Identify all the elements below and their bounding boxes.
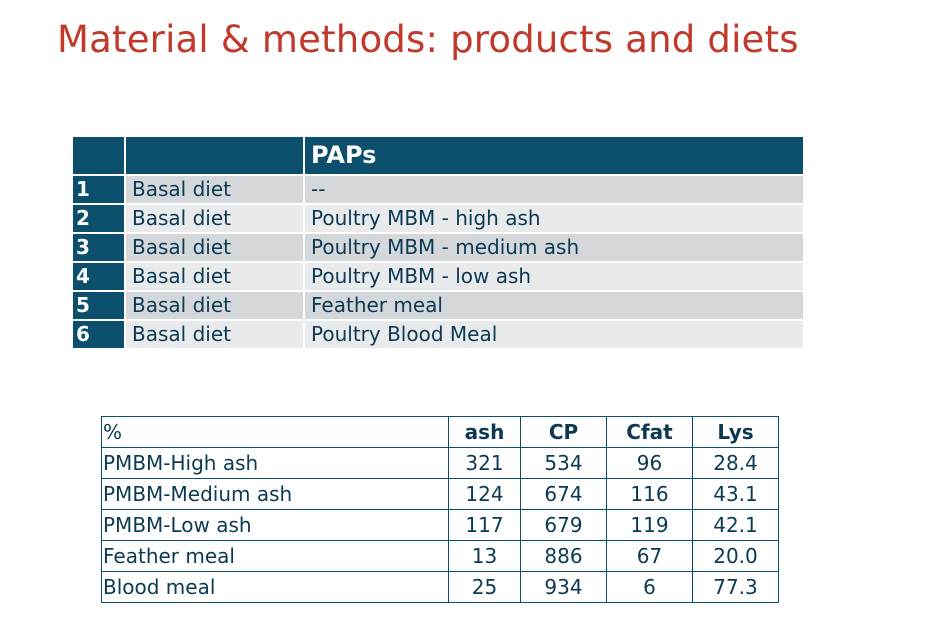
page-title: Material & methods: products and diets	[57, 18, 799, 61]
table-row	[102, 510, 779, 541]
cp-value: 886	[521, 541, 607, 572]
pap-cell: Feather meal	[304, 291, 804, 320]
table-row	[72, 175, 804, 204]
header-cell-number	[72, 136, 125, 175]
cp-value: 674	[521, 479, 607, 510]
pap-cell: Poultry Blood Meal	[304, 320, 804, 349]
pap-cell: Poultry MBM - medium ash	[304, 233, 804, 262]
row-number: 3	[72, 233, 125, 262]
row-number: 1	[72, 175, 125, 204]
cp-value: 934	[521, 572, 607, 603]
product-name: Blood meal	[102, 572, 449, 603]
row-number: 4	[72, 262, 125, 291]
header-cell-ash: ash	[449, 417, 521, 448]
lys-value: 42.1	[693, 510, 779, 541]
diet-cell: Basal diet	[125, 233, 304, 262]
table-row	[102, 448, 779, 479]
table-row	[72, 320, 804, 349]
lys-value: 28.4	[693, 448, 779, 479]
product-name: PMBM-Low ash	[102, 510, 449, 541]
diet-cell: Basal diet	[125, 175, 304, 204]
ash-value: 321	[449, 448, 521, 479]
diet-cell: Basal diet	[125, 291, 304, 320]
cfat-value: 67	[607, 541, 693, 572]
cfat-value: 119	[607, 510, 693, 541]
product-name: PMBM-High ash	[102, 448, 449, 479]
table-row	[72, 262, 804, 291]
header-cell-percent: %	[102, 417, 449, 448]
table-header-row	[72, 136, 804, 175]
pap-cell: Poultry MBM - high ash	[304, 204, 804, 233]
cfat-value: 6	[607, 572, 693, 603]
lys-value: 43.1	[693, 479, 779, 510]
header-cell-diet	[125, 136, 304, 175]
cfat-value: 116	[607, 479, 693, 510]
lys-value: 20.0	[693, 541, 779, 572]
row-number: 5	[72, 291, 125, 320]
cfat-value: 96	[607, 448, 693, 479]
table-row	[72, 291, 804, 320]
diet-cell: Basal diet	[125, 204, 304, 233]
table-row	[102, 541, 779, 572]
pap-cell: Poultry MBM - low ash	[304, 262, 804, 291]
table-row	[72, 233, 804, 262]
row-number: 2	[72, 204, 125, 233]
lys-value: 77.3	[693, 572, 779, 603]
row-number: 6	[72, 320, 125, 349]
cp-value: 679	[521, 510, 607, 541]
cp-value: 534	[521, 448, 607, 479]
diet-cell: Basal diet	[125, 320, 304, 349]
diet-cell: Basal diet	[125, 262, 304, 291]
pap-cell: --	[304, 175, 804, 204]
ash-value: 13	[449, 541, 521, 572]
table-row	[102, 479, 779, 510]
table-row	[102, 572, 779, 603]
header-cell-lys: Lys	[693, 417, 779, 448]
composition-table	[101, 416, 779, 603]
product-name: PMBM-Medium ash	[102, 479, 449, 510]
ash-value: 117	[449, 510, 521, 541]
ash-value: 25	[449, 572, 521, 603]
product-name: Feather meal	[102, 541, 449, 572]
table-row	[72, 204, 804, 233]
diet-table	[71, 135, 805, 350]
header-cell-cfat: Cfat	[607, 417, 693, 448]
ash-value: 124	[449, 479, 521, 510]
header-cell-paps: PAPs	[304, 136, 804, 175]
table-header-row	[102, 417, 779, 448]
header-cell-cp: CP	[521, 417, 607, 448]
